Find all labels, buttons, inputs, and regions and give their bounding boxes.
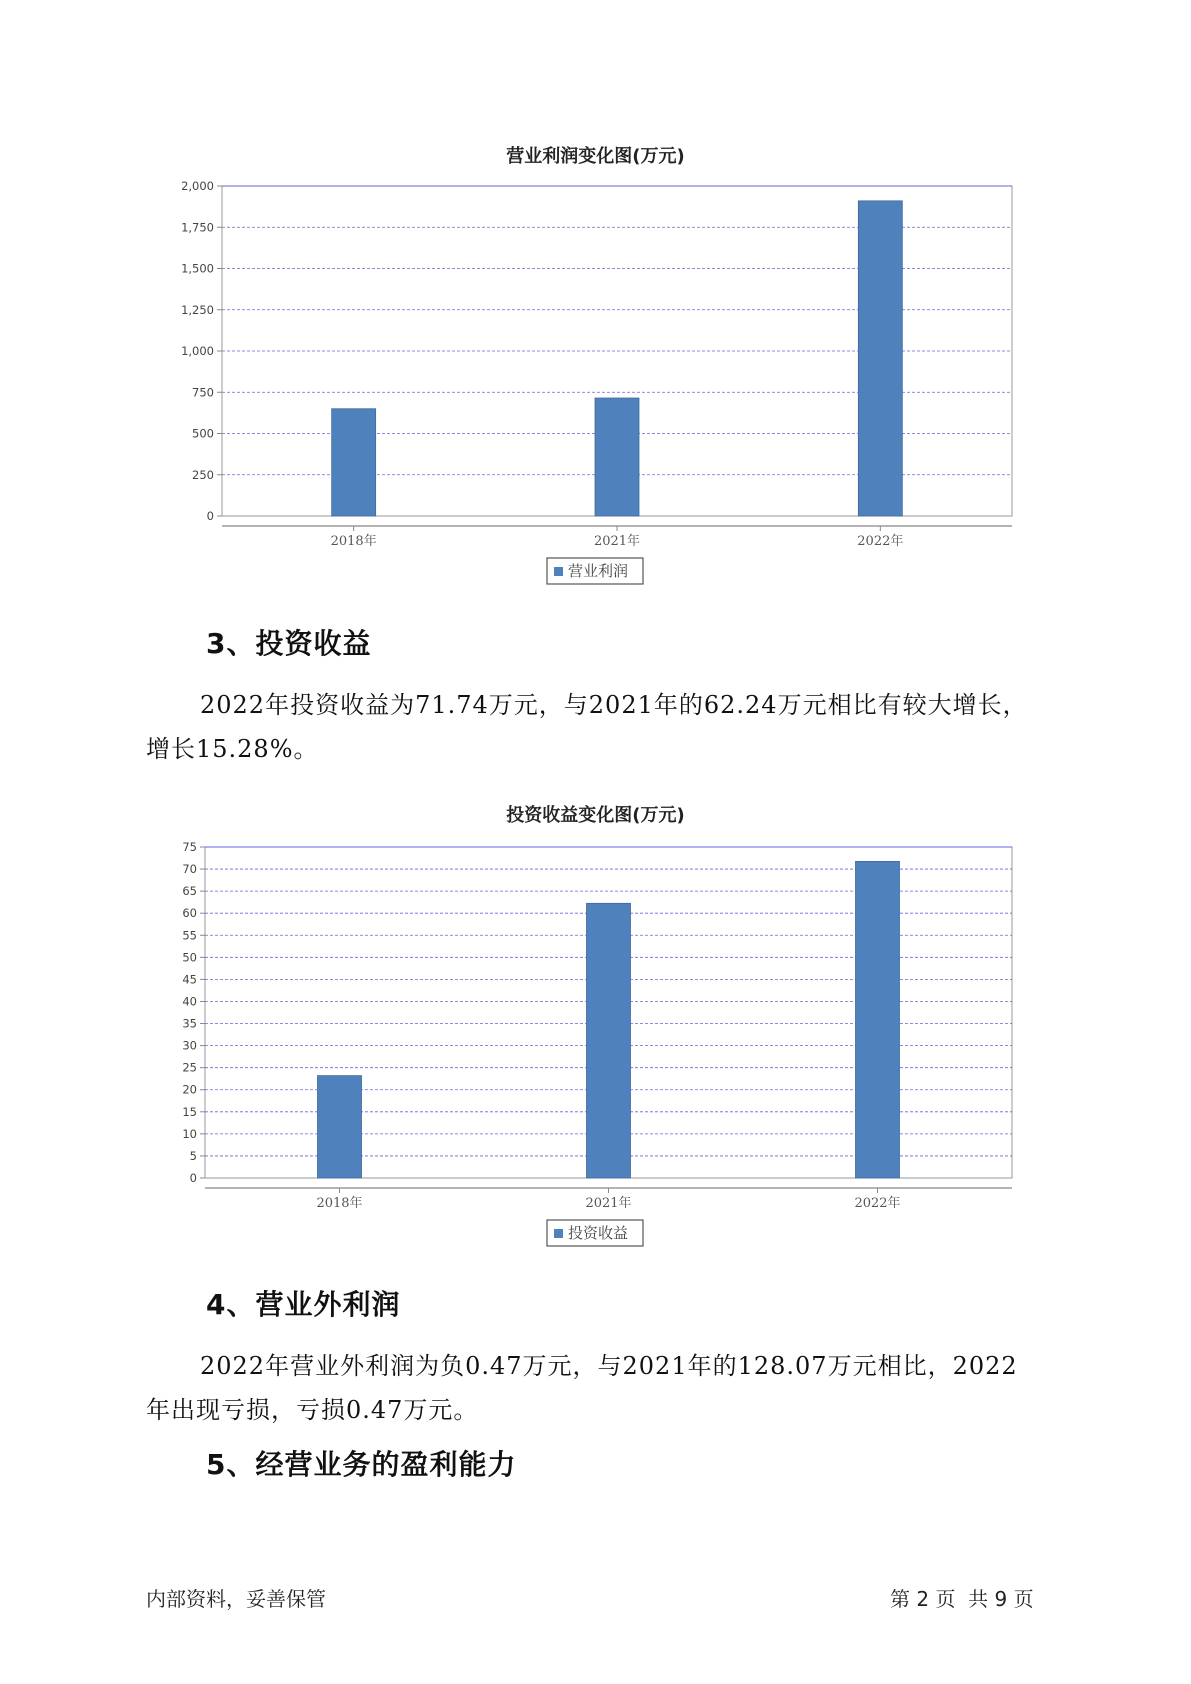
bar [318,1076,362,1178]
section-4-heading: 4、营业外利润 [206,1288,401,1321]
operating-profit-chart [0,160,1191,590]
y-tick-label: 25 [182,1060,197,1075]
section-4-line-2: 年出现亏损，亏损0.47万元。 [146,1396,479,1424]
x-tick-label: 2022年 [857,534,904,549]
section-4-line-1: 2022年营业外利润为负0.47万元，与2021年的128.07万元相比，2022 [200,1352,1018,1380]
x-tick-label: 2021年 [585,1196,632,1211]
legend-label: 营业利润 [568,562,629,580]
legend-label: 投资收益 [568,1224,629,1242]
footer-confidential: 内部资料，妥善保管 [146,1587,326,1611]
section-3-line-1: 2022年投资收益为71.74万元，与2021年的62.24万元相比有较大增长， [200,691,1028,719]
y-tick-label: 1,750 [181,220,214,235]
y-tick-label: 35 [182,1016,197,1031]
y-tick-label: 500 [192,426,214,441]
y-tick-label: 50 [182,950,197,965]
y-tick-label: 0 [189,1171,197,1185]
y-tick-label: 1,000 [181,344,214,358]
y-tick-label: 750 [192,385,214,400]
section-4-paragraph [146,1344,1066,1432]
footer-page-number: 第 2 页 共 9 页 [890,1587,1034,1611]
y-tick-label: 250 [192,467,214,482]
y-tick-label: 20 [182,1082,197,1097]
y-tick-label: 40 [182,994,197,1009]
legend-swatch [554,1229,563,1238]
section-3-paragraph [146,683,1066,771]
y-tick-label: 70 [182,862,197,877]
bar [858,201,902,516]
legend [547,558,643,584]
x-tick-label: 2018年 [330,534,377,549]
bar [595,398,639,516]
x-tick-label: 2021年 [593,534,641,549]
y-tick-label: 30 [182,1038,197,1053]
y-tick-label: 1,250 [181,302,214,317]
legend-swatch [554,567,563,576]
bar [587,903,631,1178]
y-tick-label: 2,000 [181,179,214,193]
y-tick-label: 10 [182,1126,197,1141]
y-tick-label: 75 [182,840,197,854]
section-3-heading: 3、投资收益 [206,627,372,660]
y-tick-label: 55 [182,928,197,943]
y-tick-label: 60 [182,906,197,921]
bar [856,861,900,1178]
x-tick-label: 2018年 [316,1196,363,1211]
y-tick-label: 15 [182,1104,197,1119]
chart2-title: 投资收益变化图(万元) [506,805,685,826]
bar [332,409,376,516]
chart1-title: 营业利润变化图(万元) [506,146,685,167]
y-tick-label: 65 [182,884,197,899]
section-5-heading: 5、经营业务的盈利能力 [206,1448,517,1481]
y-tick-label: 5 [189,1148,197,1163]
investment-income-chart [0,820,1191,1250]
y-tick-label: 45 [182,972,197,987]
legend [547,1220,643,1246]
section-3-line-2: 增长15.28%。 [146,735,319,763]
y-tick-label: 1,500 [181,261,214,276]
y-tick-label: 0 [206,509,214,523]
x-tick-label: 2022年 [854,1196,901,1211]
